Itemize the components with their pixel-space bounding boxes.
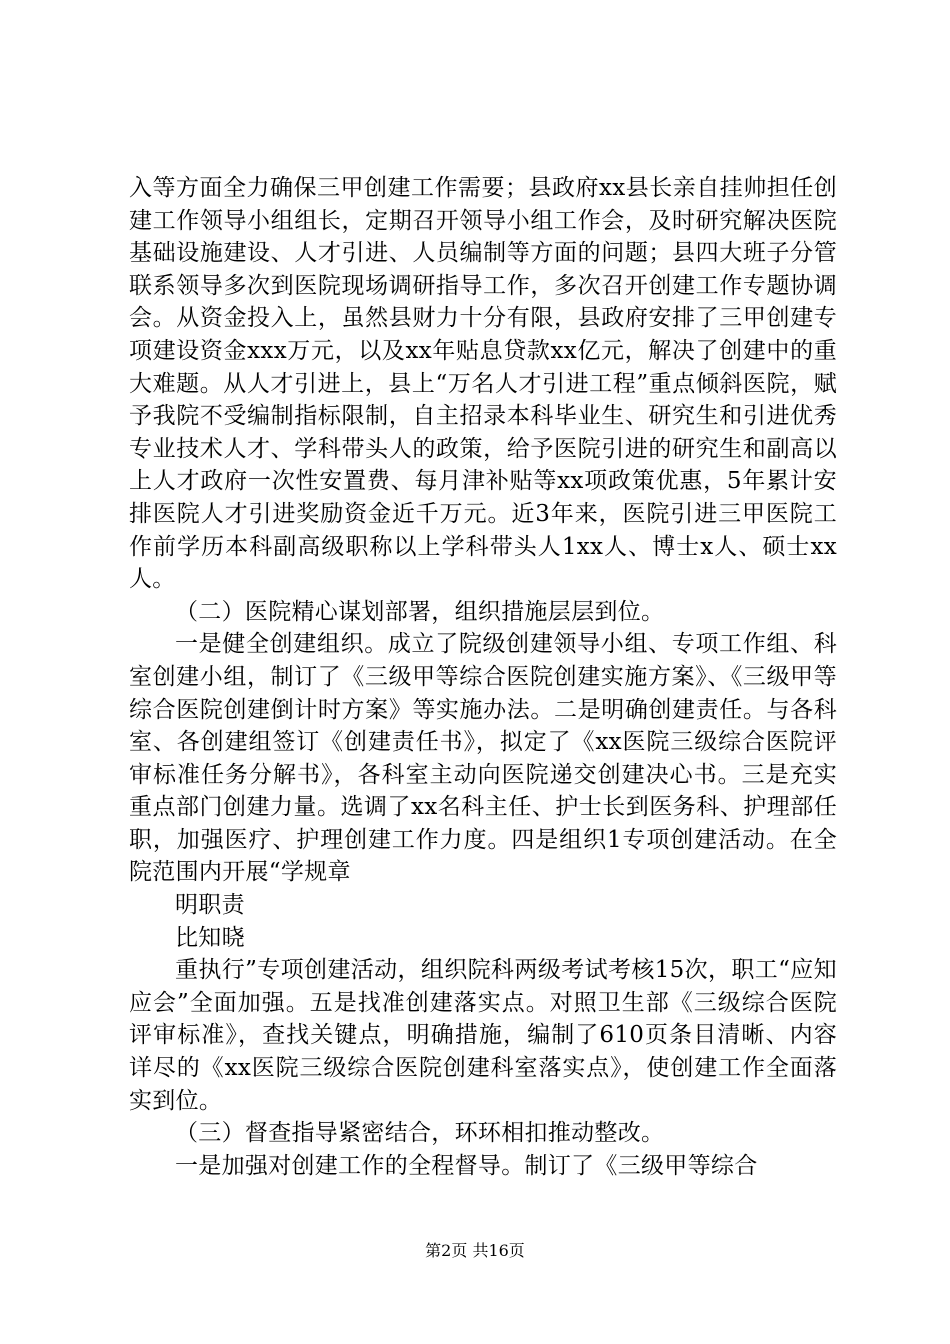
document-body <box>129 172 837 1182</box>
paragraph-execution: 重执行”专项创建活动，组织院科两级考试考核15次，职工“应知应会”全面加强。五是找准创建落实点。对照卫生部《三级综合医院评审标准》，查找关键点，明确措施，编制了610页条目清晰、内容详尽的《xx医院三级综合医院创建科室落实点》，使创建工作全面落实到位。 <box>129 957 837 1114</box>
paragraph-supervision: 一是加强对创建工作的全程督导。制订了《三级甲等综合 <box>175 1152 758 1179</box>
paragraph-organization: 一是健全创建组织。成立了院级创建领导小组、专项工作组、科室创建小组，制订了《三级甲等综合医院创建实施方案》、《三级甲等综合医院创建倒计时方案》等实施办法。二是明确创建责任。与各科室、各创建组签订《创建责任书》，拟定了《xx医院三级综合医院评审标准任务分解书》，各科室主动向医院递交创建决心书。三是充实重点部门创建力量。选调了xx名科主任、护士长到医务科、护理部任职，加强医疗、护理创建工作力度。四是组织1专项创建活动。在全院范围内开展“学规章 <box>129 631 837 886</box>
paragraph-fragment-2: 比知晓 <box>175 924 245 951</box>
paragraph-fragment-1: 明职责 <box>175 892 245 919</box>
section-heading-3: （三）督查指导紧密结合，环环相扣推动整改。 <box>175 1120 665 1147</box>
page-footer: 第2页 共16页 <box>425 1241 525 1260</box>
section-heading-2: （二）医院精心谋划部署，组织措施层层到位。 <box>175 598 665 625</box>
paragraph-continuation: 入等方面全力确保三甲创建工作需要；县政府xx县长亲自挂帅担任创建工作领导小组组长，定期召开领导小组工作会，及时研究解决医院基础设施建设、人才引进、人员编制等方面的问题；县四大班子分管联系领导多次到医院现场调研指导工作，多次召开创建工作专题协调会。从资金投入上，虽然县财力十分有限，县政府安排了三甲创建专项建设资金xxx万元，以及xx年贴息贷款xx亿元，解决了创建中的重大难题。从人才引进上，县上“万名人才引进工程”重点倾斜医院，赋予我院不受编制指标限制，自主招录本科毕业生、研究生和引进优秀专业技术人才、学科带头人的政策，给予医院引进的研究生和副高以上人才政府一次性安置费、每月津补贴等xx项政策优惠，5年累计安排医院人才引进奖励资金近千万元。近3年来，医院引进三甲医院工作前学历本科副高级职称以上学科带头人1xx人、博士x人、硕士xx人。 <box>129 175 837 593</box>
